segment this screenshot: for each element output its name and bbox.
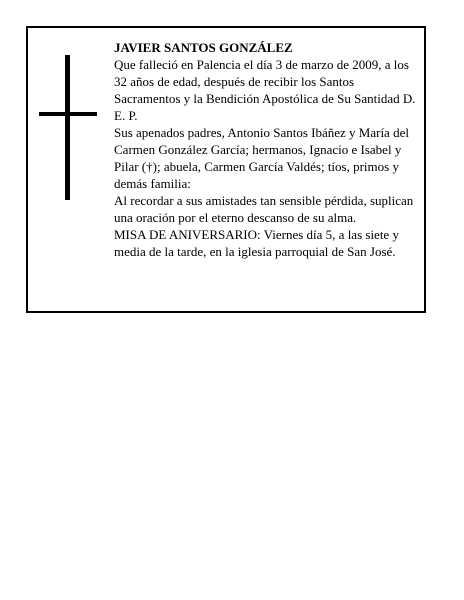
notice-paragraph-request: Al recordar a sus amistades tan sensible pérdida, suplican una oración por el eterno descanso de su alma. (114, 193, 414, 225)
obituary-notice (26, 26, 426, 313)
cross-vertical-bar (65, 55, 70, 200)
notice-paragraph-death: Que falleció en Palencia el día 3 de marzo de 2009, a los 32 años de edad, después de recibir los Santos Sacramentos y la Bendición Apostólica de Su Santidad D. E. P. (114, 57, 416, 123)
notice-paragraph-family: Sus apenados padres, Antonio Santos Ibáñez y María del Carmen González García; hermanos, Ignacio e Isabel y Pilar (†); abuela, Carmen García Valdés; tíos, primos y demás familia: (114, 125, 409, 191)
notice-text (114, 39, 420, 260)
latin-cross-icon (39, 55, 97, 200)
cross-horizontal-bar (39, 112, 97, 116)
deceased-name: JAVIER SANTOS GONZÁLEZ (114, 40, 293, 55)
notice-paragraph-mass: MISA DE ANIVERSARIO: Viernes día 5, a las siete y media de la tarde, en la iglesia parroquial de San José. (114, 227, 399, 259)
